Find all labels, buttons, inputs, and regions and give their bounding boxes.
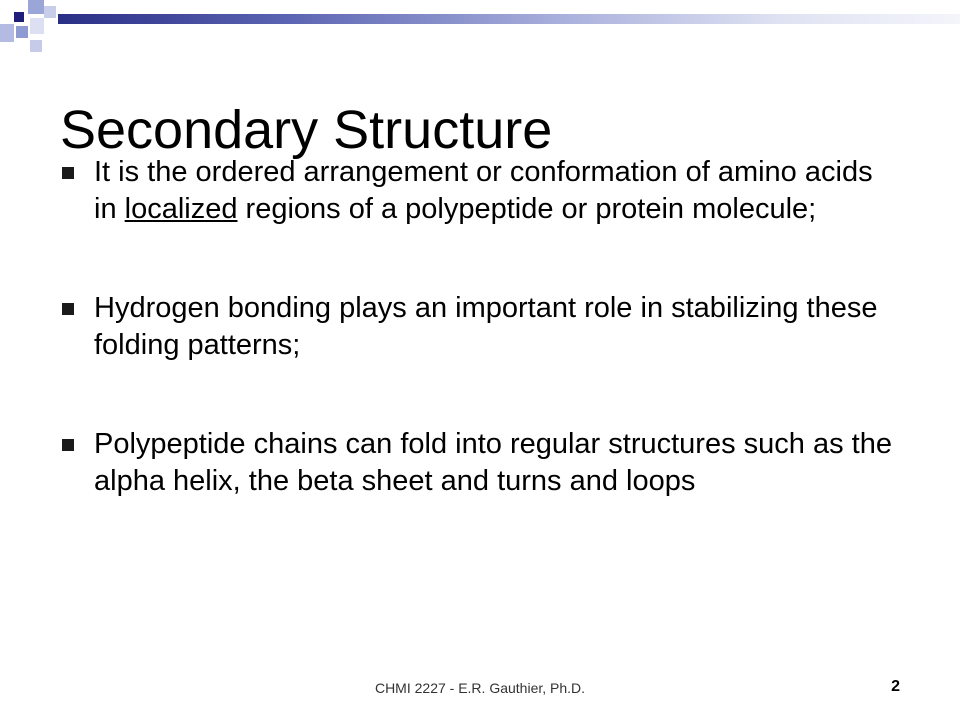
footer-text: CHMI 2227 - E.R. Gauthier, Ph.D. (374, 680, 586, 696)
title-bar-gradient (58, 14, 960, 24)
square-icon (30, 18, 44, 34)
bullet-item (60, 154, 900, 228)
underlined-word: localized (124, 193, 238, 225)
page-number: 2 (891, 678, 900, 695)
bullet-text: Hydrogen bonding plays an important role in stabilizing these folding patterns; (94, 292, 878, 361)
square-icon (30, 40, 42, 52)
slide-footer (0, 680, 960, 704)
bullet-square-icon (62, 439, 74, 451)
decorative-squares (0, 0, 80, 60)
square-icon (14, 12, 24, 22)
bullet-square-icon (62, 303, 74, 315)
bullet-item (60, 426, 900, 500)
slide-title: Secondary Structure (60, 100, 553, 161)
square-icon (44, 6, 56, 18)
square-icon (0, 24, 14, 42)
bullet-list (60, 154, 900, 500)
bullet-text: Polypeptide chains can fold into regular structures such as the alpha helix, the beta sheet and turns and loops (94, 428, 892, 497)
square-icon (16, 26, 28, 38)
bullet-square-icon (62, 167, 74, 179)
bullet-text-before: It is the ordered arrangement or conformation of amino acids in (94, 156, 873, 225)
square-icon (28, 0, 44, 14)
bullet-item (60, 290, 900, 364)
bullet-text-after: regions of a polypeptide or protein molecule; (237, 193, 817, 225)
